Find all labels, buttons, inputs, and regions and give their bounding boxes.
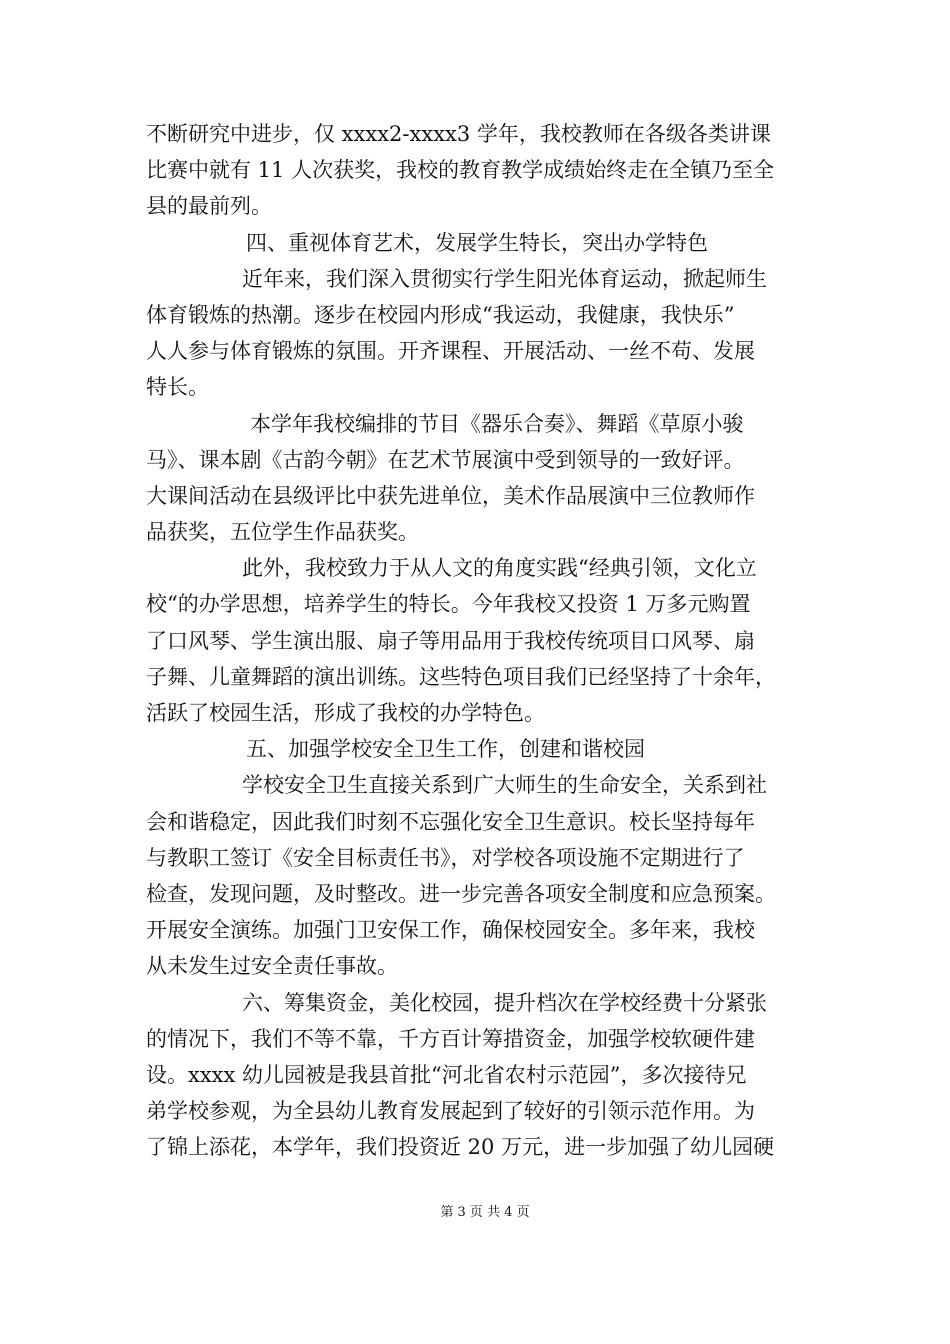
text-line: 大课间活动在县级评比中获先进单位，美术作品展演中三位教师作	[146, 483, 755, 508]
page-footer: 第 3 页 共 4 页	[440, 1205, 530, 1220]
text-line: 了锦上添花，本学年，我们投资近 20 万元，进一步加强了幼儿园硬	[146, 1135, 775, 1160]
text-line: 体育锻炼的热潮。逐步在校园内形成“我运动，我健康，我快乐”	[146, 302, 735, 327]
text-line: 开展安全演练。加强门卫安保工作，确保校园安全。多年来，我校	[146, 918, 755, 943]
section-heading: 五、加强学校安全卫生工作，创建和谐校园	[246, 737, 645, 762]
text-line: 会和谐稳定，因此我们时刻不忘强化安全卫生意识。校长坚持每年	[146, 809, 755, 834]
text-line: 的情况下，我们不等不靠，千方百计筹措资金，加强学校软硬件建	[146, 1026, 755, 1051]
text-line: 子舞、儿童舞蹈的演出训练。这些特色项目我们已经坚持了十余年，	[146, 664, 776, 689]
text-line: 校“的办学思想，培养学生的特长。今年我校又投资 1 万多元购置	[146, 592, 751, 617]
text-line: 人人参与体育锻炼的氛围。开齐课程、开展活动、一丝不苟、发展	[146, 339, 755, 364]
text-line: 设。xxxx 幼儿园被是我县首批“河北省农村示范园”，多次接待兄	[146, 1062, 747, 1087]
text-line: 本学年我校编排的节目《器乐合奏》、舞蹈《草原小骏	[250, 411, 744, 436]
document-body	[146, 116, 812, 1165]
text-line: 近年来，我们深入贯彻实行学生阳光体育运动，掀起师生	[242, 266, 767, 291]
text-line: 学校安全卫生直接关系到广大师生的生命安全，关系到社	[242, 773, 767, 798]
text-line: 县的最前列。	[146, 194, 272, 219]
text-line: 此外，我校致力于从人文的角度实践“经典引领，文化立	[242, 556, 757, 581]
text-line: 马》、课本剧《古韵今朝》在艺术节展演中受到领导的一致好评。	[146, 447, 745, 472]
text-line: 检查，发现问题，及时整改。进一步完善各项安全制度和应急预案。	[146, 881, 776, 906]
text-line: 特长。	[146, 375, 209, 400]
text-line: 品获奖，五位学生作品获奖。	[146, 520, 419, 545]
text-line: 与教职工签订《安全目标责任书》，对学校各项设施不定期进行了	[146, 845, 745, 870]
text-line: 了口风琴、学生演出服、扇子等用品用于我校传统项目口风琴、扇	[146, 628, 755, 653]
text-line: 不断研究中进步，仅 xxxx2-xxxx3 学年，我校教师在各级各类讲课	[146, 122, 771, 146]
text-line: 弟学校参观，为全县幼儿教育发展起到了较好的引领示范作用。为	[146, 1099, 755, 1124]
section-heading: 四、重视体育艺术，发展学生特长，突出办学特色	[246, 230, 708, 255]
text-line: 活跃了校园生活，形成了我校的办学特色。	[146, 701, 545, 725]
text-line: 比赛中就有 11 人次获奖，我校的教育教学成绩始终走在全镇乃至全	[146, 158, 775, 183]
text-line: 六、筹集资金，美化校园，提升档次在学校经费十分紧张	[242, 990, 767, 1015]
text-line: 从未发生过安全责任事故。	[146, 954, 398, 979]
